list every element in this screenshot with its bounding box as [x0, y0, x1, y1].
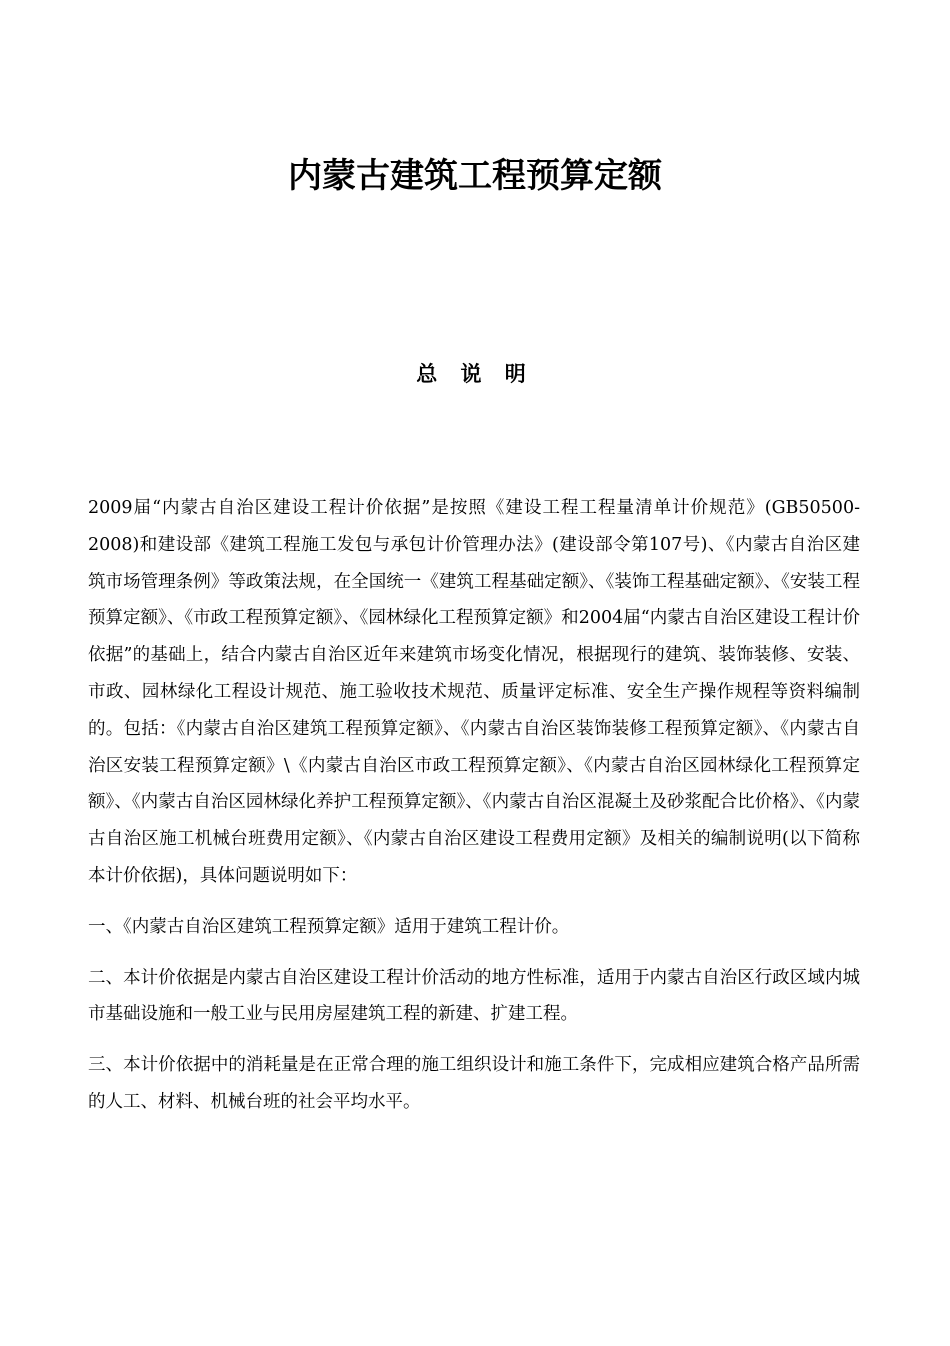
paragraph-item-2: 二、本计价依据是内蒙古自治区建设工程计价活动的地方性标准，适用于内蒙古自治区行政区域内城市基础设施和一般工业与民用房屋建筑工程的新建、扩建工程。 [88, 967, 860, 1025]
document-title: 内蒙古建筑工程预算定额 [288, 156, 662, 196]
section-heading: 总 说 明 [416, 361, 534, 386]
paragraph-item-3: 三、本计价依据中的消耗量是在正常合理的施工组织设计和施工条件下，完成相应建筑合格产品所需的人工、材料、机械台班的社会平均水平。 [88, 1055, 860, 1112]
document-body [88, 490, 860, 1135]
paragraph-intro: 2009届“内蒙古自治区建设工程计价依据”是按照《建设工程工程量清单计价规范》(GB50500-2008)和建设部《建筑工程施工发包与承包计价管理办法》(建设部令第107号)、《内蒙古自治区建筑市场管理条例》等政策法规，在全国统一《建筑工程基础定额》、《装饰工程基础定额》、《安装工程预算定额》、《市政工程预算定额》、《园林绿化工程预算定额》和2004届“内蒙古自治区建设工程计价依据”的基础上，结合内蒙古自治区近年来建筑市场变化情况，根据现行的建筑、装饰装修、安装、市政、园林绿化工程设计规范、施工验收技术规范、质量评定标准、安全生产操作规程等资料编制的。包括：《内蒙古自治区建筑工程预算定额》、《内蒙古自治区装饰装修工程预算定额》、《内蒙古自治区安装工程预算定额》\《内蒙古自治区市政工程预算定额》、《内蒙古自治区园林绿化工程预算定额》、《内蒙古自治区园林绿化养护工程预算定额》、《内蒙古自治区混凝土及砂浆配合比价格》、《内蒙古自治区施工机械台班费用定额》、《内蒙古自治区建设工程费用定额》及相关的编制说明(以下简称本计价依据)，具体问题说明如下： [88, 498, 860, 886]
paragraph-item-1: 一、《内蒙古自治区建筑工程预算定额》适用于建筑工程计价。 [88, 916, 570, 937]
